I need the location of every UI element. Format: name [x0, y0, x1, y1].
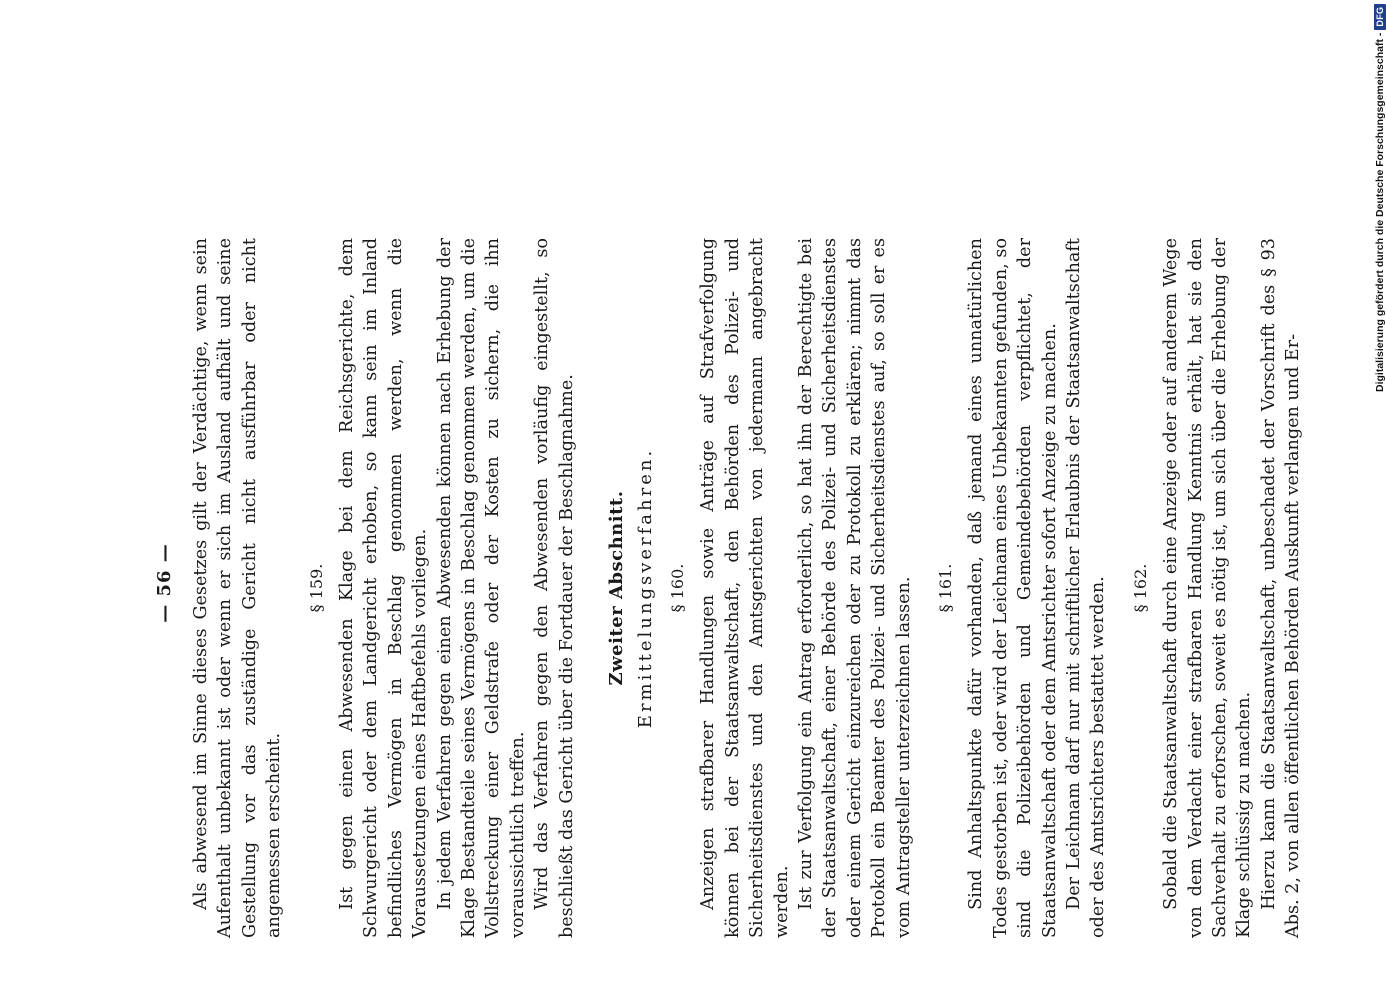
funding-note-text: Digitalisierung gefördert durch die Deutsche Forschungsgemeinschaft -	[1374, 32, 1386, 392]
paragraph-abwesend-definition: Als abwesend im Sinne dieses Gesetzes gilt der Verdächtige, wenn sein Aufenthalt unbekannt ist oder wenn er sich im Ausland aufhält und seine Gestellung vor das zuständige Gericht nicht ausführbar oder nicht angemessen erscheint.	[191, 238, 285, 938]
chapter-subtitle: Ermittelungsverfahren.	[634, 447, 656, 729]
section-heading-159: § 159.	[306, 563, 326, 613]
section-heading-161: § 161.	[935, 563, 955, 613]
paragraph-161-2: Der Leichnam darf nur mit schriftlicher Erlaubnis der Staatsanwaltschaft oder des Amtsrichters bestattet werden.	[1064, 238, 1109, 938]
paragraph-162-1: Sobald die Staatsanwaltschaft durch eine Anzeige oder auf anderem Wege von dem Verdacht einer strafbaren Handlung Kenntnis erhält, hat sie den Sachverhalt zu erforschen, soweit es nötig ist, um sich über die Erhebung der Klage schlüssig zu machen.	[1161, 238, 1255, 938]
page-number-header: — 56 —	[154, 543, 175, 623]
paragraph-161-1: Sind Anhaltspunkte dafür vorhanden, daß jemand eines unnatürlichen Todes gestorben ist, oder wird der Leichnam eines Unbekannten gefunden, so sind die Polizeibehörden und Gemeindebehörden verpflichtet, der Staatsanwaltschaft oder dem Amtsrichter sofort Anzeige zu machen.	[966, 238, 1060, 938]
paragraph-159-2: In jedem Verfahren gegen einen Abwesenden können nach Erhebung der Klage Bestandteile seines Vermögens in Beschlag genommen werden, um die Vollstreckung einer Geldstrafe oder der Kosten zu sichern, die ihn voraussichtlich treffen.	[434, 238, 528, 938]
paragraph-160-2: Ist zur Verfolgung ein Antrag erforderlich, so hat ihn der Berechtigte bei der Staatsanwaltschaft, einer Behörde des Polizei- und Sicherheitsdienstes oder einem Gericht einzureichen oder zu Protokoll zu erklären; nimmt das Protokoll ein Beamter des Polizei- und Sicherheitsdienstes auf, so soll er es vom Antragsteller unterzeichnen lassen.	[795, 238, 914, 938]
funding-note	[1374, 4, 1386, 392]
dfg-logo: DFG	[1374, 4, 1386, 30]
paragraph-159-1: Ist gegen einen Abwesenden Klage bei dem Reichsgerichte, dem Schwurgericht oder dem Landgericht erhoben, so kann sein im Inland befindliches Vermögen in Beschlag genommen werden, wenn die Voraussetzungen eines Haftbefehls vorliegen.	[337, 238, 431, 938]
chapter-title: Zweiter Abschnitt.	[606, 490, 628, 686]
section-heading-160: § 160.	[667, 563, 687, 613]
paragraph-160-1: Anzeigen strafbarer Handlungen sowie Anträge auf Strafverfolgung können bei der Staatsanwaltschaft, den Behörden des Polizei- und Sicherheitsdienstes und den Amtsgerichten von jedermann angebracht werden.	[698, 238, 792, 938]
book-page	[153, 188, 1304, 978]
paragraph-159-3: Wird das Verfahren gegen den Abwesenden vorläufig eingestellt, so beschließt das Gericht über die Fortdauer der Beschlagnahme.	[532, 238, 577, 938]
section-heading-162: § 162.	[1130, 563, 1150, 613]
page-content	[189, 238, 1306, 938]
paragraph-162-2: Hierzu kann die Staatsanwaltschaft, unbeschadet der Vorschrift des § 93 Abs. 2, von allen öffentlichen Behörden Auskunft verlangen und Er-	[1258, 238, 1304, 938]
